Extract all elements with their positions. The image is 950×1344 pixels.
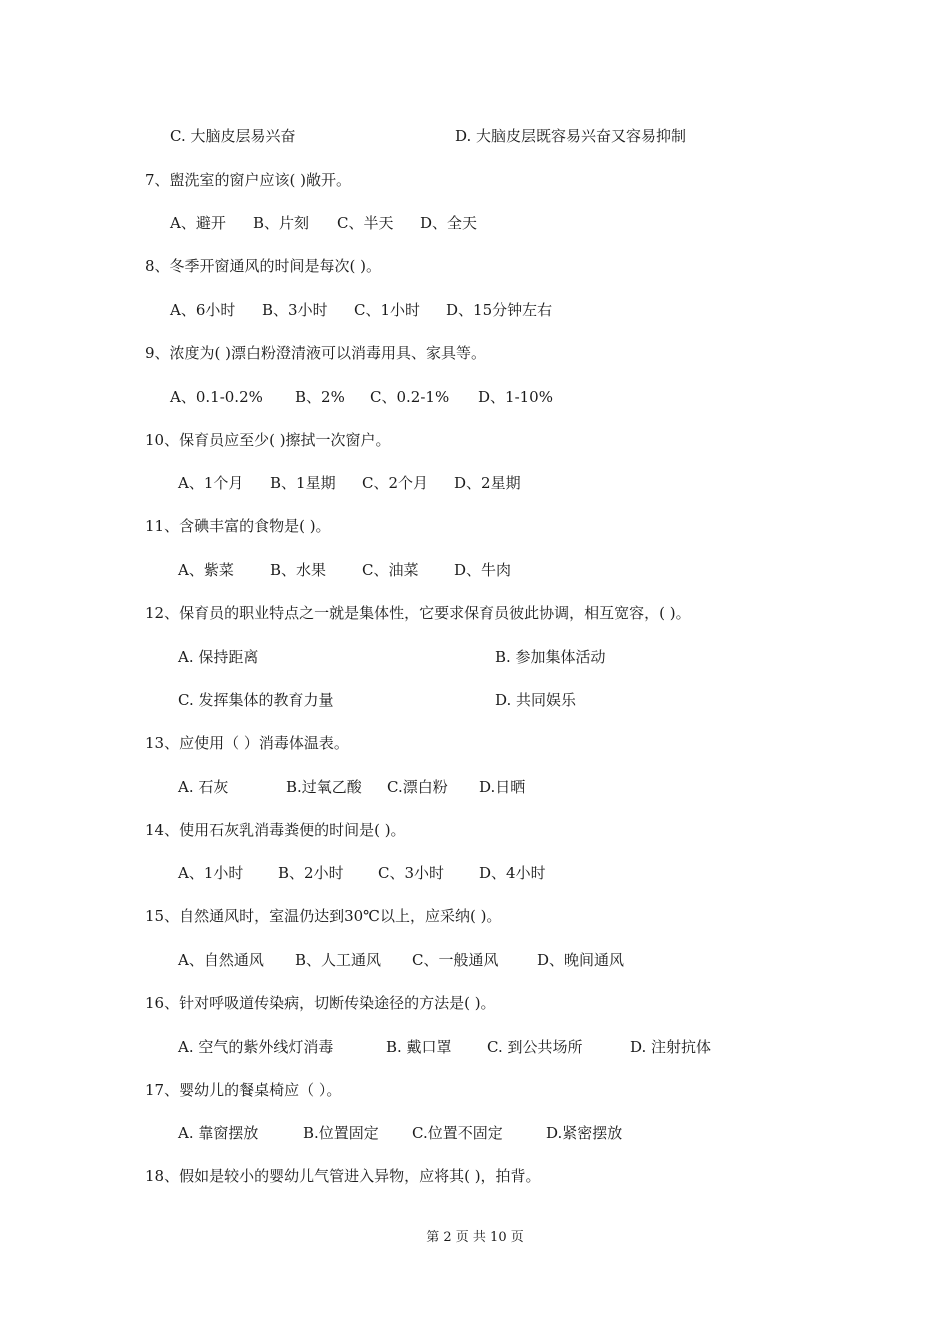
q12-option-c: C. 发挥集体的教育力量 bbox=[178, 691, 334, 709]
q12-option-b: B. 参加集体活动 bbox=[495, 648, 606, 666]
q9-option-d: D、1-10% bbox=[478, 388, 553, 406]
q14-option-b: B、2小时 bbox=[278, 864, 344, 882]
q15-option-a: A、自然通风 bbox=[178, 951, 264, 969]
q17-option-c: C.位置不固定 bbox=[412, 1124, 503, 1142]
q13-option-a: A. 石灰 bbox=[178, 778, 229, 796]
option-c-top: C. 大脑皮层易兴奋 bbox=[170, 127, 296, 145]
q17-option-a: A. 靠窗摆放 bbox=[178, 1124, 259, 1142]
question-13: 13、应使用（ ）消毒体温表。 bbox=[145, 734, 349, 752]
q12-option-d: D. 共同娱乐 bbox=[495, 691, 577, 709]
q10-option-d: D、2星期 bbox=[454, 474, 521, 492]
page-footer: 第 2 页 共 10 页 bbox=[426, 1230, 524, 1245]
q14-option-a: A、1小时 bbox=[178, 864, 244, 882]
option-d-top: D. 大脑皮层既容易兴奋又容易抑制 bbox=[455, 127, 687, 145]
q11-option-d: D、牛肉 bbox=[454, 561, 512, 579]
q13-option-b: B.过氧乙酸 bbox=[286, 778, 362, 796]
q17-option-b: B.位置固定 bbox=[303, 1124, 379, 1142]
question-17: 17、婴幼儿的餐桌椅应（ ）。 bbox=[145, 1081, 342, 1099]
q13-option-c: C.漂白粉 bbox=[387, 778, 448, 796]
question-12: 12、保育员的职业特点之一就是集体性，它要求保育员彼此协调，相互宽容，( )。 bbox=[145, 604, 691, 622]
question-11: 11、含碘丰富的食物是( )。 bbox=[145, 517, 331, 535]
q11-option-b: B、水果 bbox=[270, 561, 327, 579]
q9-option-c: C、0.2-1% bbox=[370, 388, 450, 406]
q14-option-c: C、3小时 bbox=[378, 864, 445, 882]
q11-option-a: A、紫菜 bbox=[178, 561, 234, 579]
q16-option-b: B. 戴口罩 bbox=[386, 1038, 452, 1056]
q11-option-c: C、油菜 bbox=[362, 561, 419, 579]
q8-option-d: D、15分钟左右 bbox=[446, 301, 553, 319]
q13-option-d: D.日晒 bbox=[479, 778, 526, 796]
q15-option-c: C、一般通风 bbox=[412, 951, 499, 969]
q15-option-d: D、晚间通风 bbox=[537, 951, 625, 969]
q10-option-a: A、1个月 bbox=[178, 474, 244, 492]
question-8: 8、冬季开窗通风的时间是每次( )。 bbox=[145, 257, 382, 275]
q9-option-b: B、2% bbox=[295, 388, 345, 406]
q16-option-c: C. 到公共场所 bbox=[487, 1038, 583, 1056]
question-15: 15、自然通风时，室温仍达到30℃以上，应采纳( )。 bbox=[145, 907, 502, 925]
q16-option-d: D. 注射抗体 bbox=[630, 1038, 712, 1056]
q10-option-b: B、1星期 bbox=[270, 474, 336, 492]
q7-option-d: D、全天 bbox=[420, 214, 478, 232]
q14-option-d: D、4小时 bbox=[479, 864, 546, 882]
q10-option-c: C、2个月 bbox=[362, 474, 429, 492]
q16-option-a: A. 空气的紫外线灯消毒 bbox=[178, 1038, 334, 1056]
q8-option-a: A、6小时 bbox=[170, 301, 236, 319]
q8-option-c: C、1小时 bbox=[354, 301, 421, 319]
question-18: 18、假如是较小的婴幼儿气管进入异物，应将其( )，拍背。 bbox=[145, 1167, 541, 1185]
question-14: 14、使用石灰乳消毒粪便的时间是( )。 bbox=[145, 821, 406, 839]
q9-option-a: A、0.1-0.2% bbox=[170, 388, 263, 406]
q15-option-b: B、人工通风 bbox=[295, 951, 382, 969]
question-10: 10、保育员应至少( )擦拭一次窗户。 bbox=[145, 431, 391, 449]
question-16: 16、针对呼吸道传染病，切断传染途径的方法是( )。 bbox=[145, 994, 496, 1012]
q17-option-d: D.紧密摆放 bbox=[546, 1124, 623, 1142]
q12-option-a: A. 保持距离 bbox=[178, 648, 259, 666]
q7-option-a: A、避开 bbox=[170, 214, 226, 232]
q7-option-c: C、半天 bbox=[337, 214, 394, 232]
question-9: 9、浓度为( )漂白粉澄清液可以消毒用具、家具等。 bbox=[145, 344, 487, 362]
question-7: 7、盥洗室的窗户应该( )敞开。 bbox=[145, 171, 352, 189]
q8-option-b: B、3小时 bbox=[262, 301, 328, 319]
q7-option-b: B、片刻 bbox=[253, 214, 310, 232]
